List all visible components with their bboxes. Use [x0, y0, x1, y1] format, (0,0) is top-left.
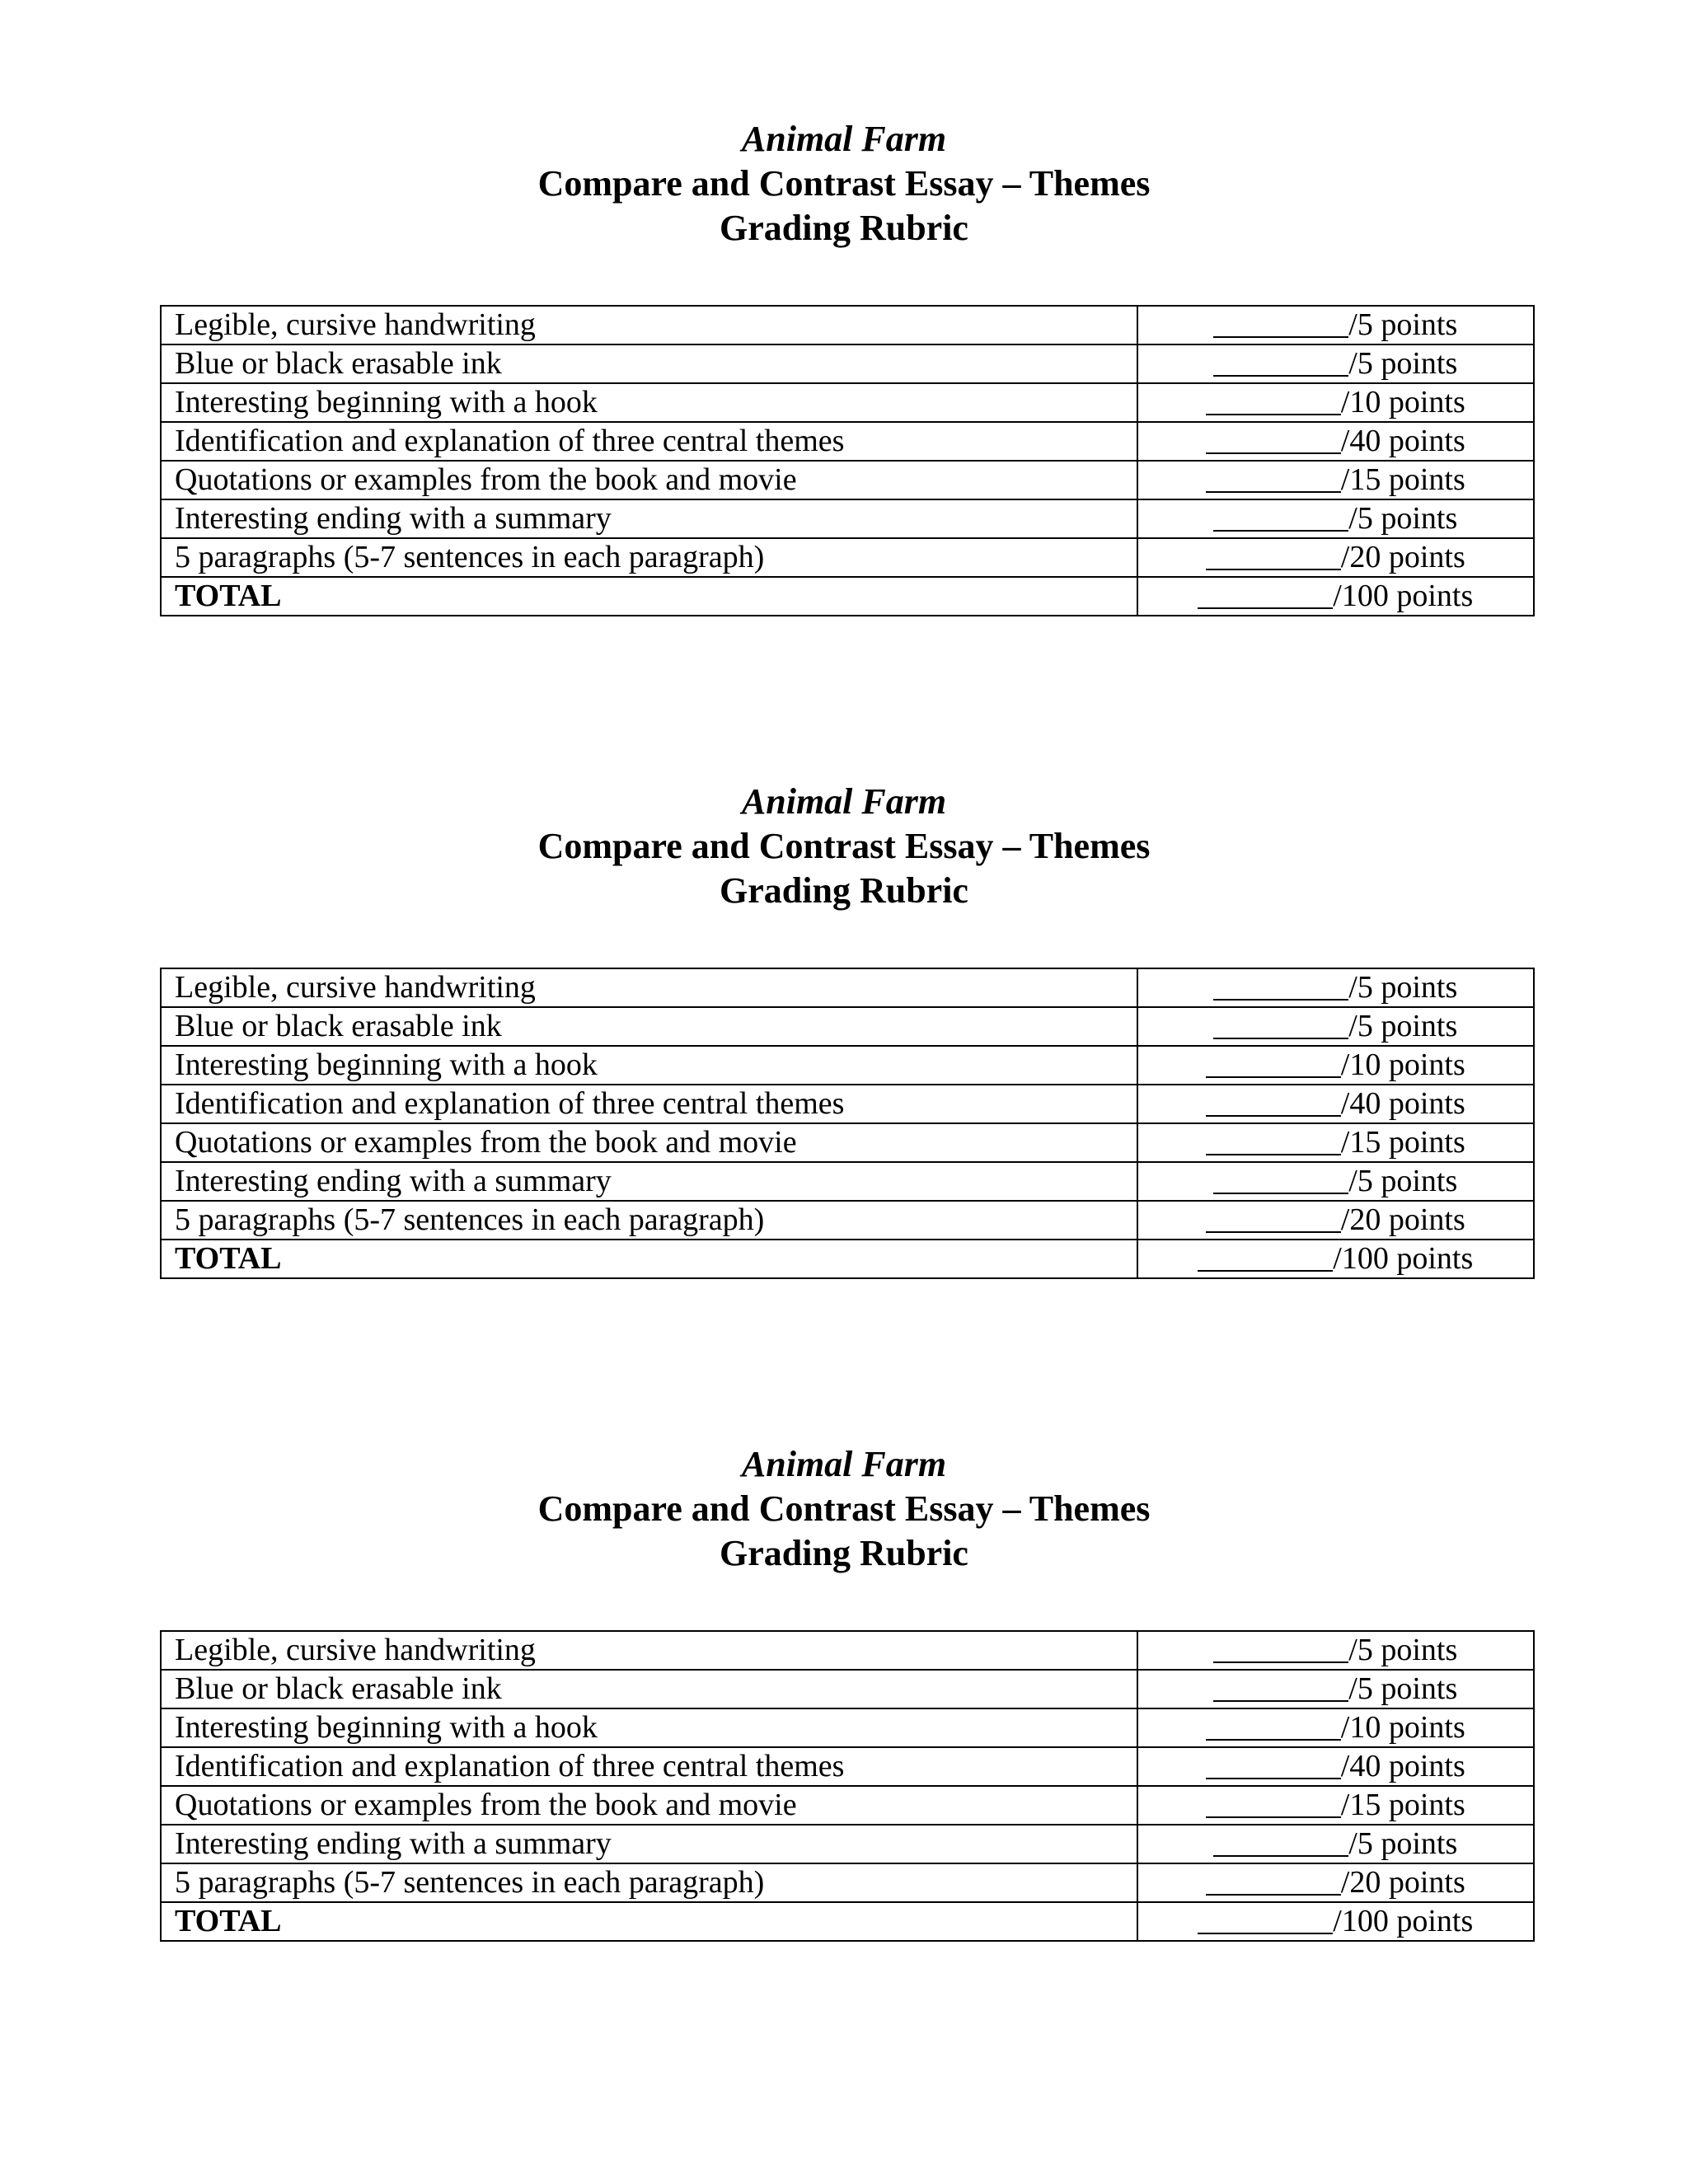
criterion-cell: 5 paragraphs (5-7 sentences in each paragraph)	[161, 1863, 1137, 1902]
score-cell[interactable]	[1137, 1085, 1534, 1123]
criterion-cell: Legible, cursive handwriting	[161, 306, 1137, 344]
score-cell[interactable]	[1137, 1747, 1534, 1786]
total-row	[161, 1240, 1534, 1278]
total-score-cell[interactable]	[1137, 577, 1534, 616]
points-label: /5 points	[1348, 1826, 1458, 1861]
score-blank[interactable]	[1206, 1087, 1341, 1117]
points-label: /5 points	[1348, 1164, 1458, 1198]
points-label: /5 points	[1348, 307, 1458, 342]
score-blank[interactable]	[1213, 1672, 1348, 1702]
table-row	[161, 1786, 1534, 1825]
score-blank[interactable]	[1213, 971, 1348, 1001]
book-title: Animal Farm	[741, 1444, 947, 1484]
table-row	[161, 968, 1534, 1007]
table-row	[161, 1201, 1534, 1240]
criterion-cell: Interesting ending with a summary	[161, 1162, 1137, 1201]
points-label: /10 points	[1340, 1047, 1465, 1082]
score-blank[interactable]	[1206, 463, 1341, 493]
rubric-title: Grading Rubric	[720, 870, 968, 911]
score-cell[interactable]	[1137, 499, 1534, 538]
score-cell[interactable]	[1137, 344, 1534, 383]
table-row	[161, 383, 1534, 422]
criterion-cell: Blue or black erasable ink	[161, 1007, 1137, 1046]
rubric-title: Grading Rubric	[720, 208, 968, 248]
table-row	[161, 1085, 1534, 1123]
points-label: /100 points	[1333, 1241, 1474, 1276]
points-label: /20 points	[1340, 1202, 1465, 1237]
points-label: /5 points	[1348, 1633, 1458, 1667]
score-cell[interactable]	[1137, 538, 1534, 577]
total-row	[161, 1902, 1534, 1941]
score-blank[interactable]	[1213, 1165, 1348, 1194]
total-label: TOTAL	[161, 1902, 1137, 1941]
score-blank[interactable]	[1213, 1633, 1348, 1663]
points-label: /20 points	[1340, 1865, 1465, 1900]
table-row	[161, 499, 1534, 538]
score-blank[interactable]	[1206, 1203, 1341, 1233]
rubric-table	[160, 305, 1535, 616]
points-label: /5 points	[1348, 1671, 1458, 1706]
rubric-header	[0, 1442, 1688, 1576]
criterion-cell: Quotations or examples from the book and movie	[161, 1123, 1137, 1162]
points-label: /40 points	[1340, 1086, 1465, 1121]
total-label: TOTAL	[161, 577, 1137, 616]
total-score-cell[interactable]	[1137, 1240, 1534, 1278]
table-row	[161, 1046, 1534, 1085]
score-cell[interactable]	[1137, 1863, 1534, 1902]
score-cell[interactable]	[1137, 1162, 1534, 1201]
book-title: Animal Farm	[741, 119, 947, 159]
table-row	[161, 538, 1534, 577]
score-blank[interactable]	[1206, 1750, 1341, 1779]
score-cell[interactable]	[1137, 422, 1534, 461]
table-row	[161, 1747, 1534, 1786]
rubric-block-3	[0, 1442, 1688, 1938]
score-cell[interactable]	[1137, 1631, 1534, 1670]
score-blank[interactable]	[1206, 1126, 1341, 1155]
criterion-cell: 5 paragraphs (5-7 sentences in each paragraph)	[161, 1201, 1137, 1240]
score-cell[interactable]	[1137, 383, 1534, 422]
rubric-title: Grading Rubric	[720, 1533, 968, 1573]
score-blank[interactable]	[1213, 502, 1348, 532]
table-row	[161, 1631, 1534, 1670]
essay-title: Compare and Contrast Essay – Themes	[537, 826, 1151, 866]
criterion-cell: Blue or black erasable ink	[161, 344, 1137, 383]
criterion-cell: Identification and explanation of three central themes	[161, 422, 1137, 461]
table-row	[161, 1825, 1534, 1863]
rubric-table	[160, 1630, 1535, 1942]
points-label: /5 points	[1348, 1009, 1458, 1043]
score-cell[interactable]	[1137, 1007, 1534, 1046]
score-blank[interactable]	[1213, 1010, 1348, 1039]
points-label: /15 points	[1340, 1788, 1465, 1822]
table-row	[161, 306, 1534, 344]
rubric-table	[160, 968, 1535, 1279]
criterion-cell: Identification and explanation of three central themes	[161, 1747, 1137, 1786]
score-blank[interactable]	[1213, 347, 1348, 377]
table-row	[161, 344, 1534, 383]
score-blank[interactable]	[1206, 541, 1341, 570]
essay-title: Compare and Contrast Essay – Themes	[537, 1488, 1151, 1529]
criterion-cell: Interesting beginning with a hook	[161, 1046, 1137, 1085]
points-label: /40 points	[1340, 424, 1465, 458]
points-label: /100 points	[1333, 1904, 1474, 1938]
points-label: /15 points	[1340, 1125, 1465, 1160]
score-blank[interactable]	[1198, 1905, 1333, 1934]
score-blank[interactable]	[1206, 1788, 1341, 1818]
score-cell[interactable]	[1137, 1123, 1534, 1162]
points-label: /20 points	[1340, 540, 1465, 574]
table-row	[161, 1708, 1534, 1747]
table-row	[161, 1007, 1534, 1046]
criterion-cell: Blue or black erasable ink	[161, 1670, 1137, 1708]
table-row	[161, 1863, 1534, 1902]
score-cell[interactable]	[1137, 1670, 1534, 1708]
criterion-cell: Interesting ending with a summary	[161, 1825, 1137, 1863]
score-cell[interactable]	[1137, 1786, 1534, 1825]
criterion-cell: Quotations or examples from the book and movie	[161, 461, 1137, 499]
table-row	[161, 1162, 1534, 1201]
score-cell[interactable]	[1137, 1046, 1534, 1085]
score-cell[interactable]	[1137, 1201, 1534, 1240]
score-blank[interactable]	[1213, 1827, 1348, 1857]
score-blank[interactable]	[1198, 579, 1333, 609]
score-blank[interactable]	[1198, 1242, 1333, 1272]
score-blank[interactable]	[1206, 1711, 1341, 1741]
score-blank[interactable]	[1206, 386, 1341, 415]
criterion-cell: 5 paragraphs (5-7 sentences in each paragraph)	[161, 538, 1137, 577]
score-blank[interactable]	[1206, 1048, 1341, 1078]
table-row	[161, 422, 1534, 461]
points-label: /10 points	[1340, 1710, 1465, 1745]
score-blank[interactable]	[1206, 424, 1341, 454]
rubric-header	[0, 780, 1688, 913]
points-label: /40 points	[1340, 1749, 1465, 1783]
criterion-cell: Legible, cursive handwriting	[161, 968, 1137, 1007]
points-label: /15 points	[1340, 462, 1465, 497]
rubric-block-2	[0, 780, 1688, 1276]
criterion-cell: Legible, cursive handwriting	[161, 1631, 1137, 1670]
criterion-cell: Interesting ending with a summary	[161, 499, 1137, 538]
criterion-cell: Interesting beginning with a hook	[161, 1708, 1137, 1747]
rubric-block-1	[0, 117, 1688, 613]
total-score-cell[interactable]	[1137, 1902, 1534, 1941]
total-row	[161, 577, 1534, 616]
points-label: /5 points	[1348, 346, 1458, 381]
criterion-cell: Interesting beginning with a hook	[161, 383, 1137, 422]
points-label: /10 points	[1340, 385, 1465, 419]
total-label: TOTAL	[161, 1240, 1137, 1278]
score-blank[interactable]	[1213, 308, 1348, 338]
score-cell[interactable]	[1137, 461, 1534, 499]
points-label: /5 points	[1348, 970, 1458, 1005]
score-cell[interactable]	[1137, 1825, 1534, 1863]
criterion-cell: Identification and explanation of three central themes	[161, 1085, 1137, 1123]
score-cell[interactable]	[1137, 1708, 1534, 1747]
table-row	[161, 1670, 1534, 1708]
book-title: Animal Farm	[741, 781, 947, 822]
score-cell[interactable]	[1137, 968, 1534, 1007]
score-cell[interactable]	[1137, 306, 1534, 344]
score-blank[interactable]	[1206, 1866, 1341, 1896]
criterion-cell: Quotations or examples from the book and movie	[161, 1786, 1137, 1825]
table-row	[161, 461, 1534, 499]
essay-title: Compare and Contrast Essay – Themes	[537, 163, 1151, 204]
points-label: /100 points	[1333, 579, 1474, 613]
rubric-header	[0, 117, 1688, 251]
table-row	[161, 1123, 1534, 1162]
points-label: /5 points	[1348, 501, 1458, 536]
